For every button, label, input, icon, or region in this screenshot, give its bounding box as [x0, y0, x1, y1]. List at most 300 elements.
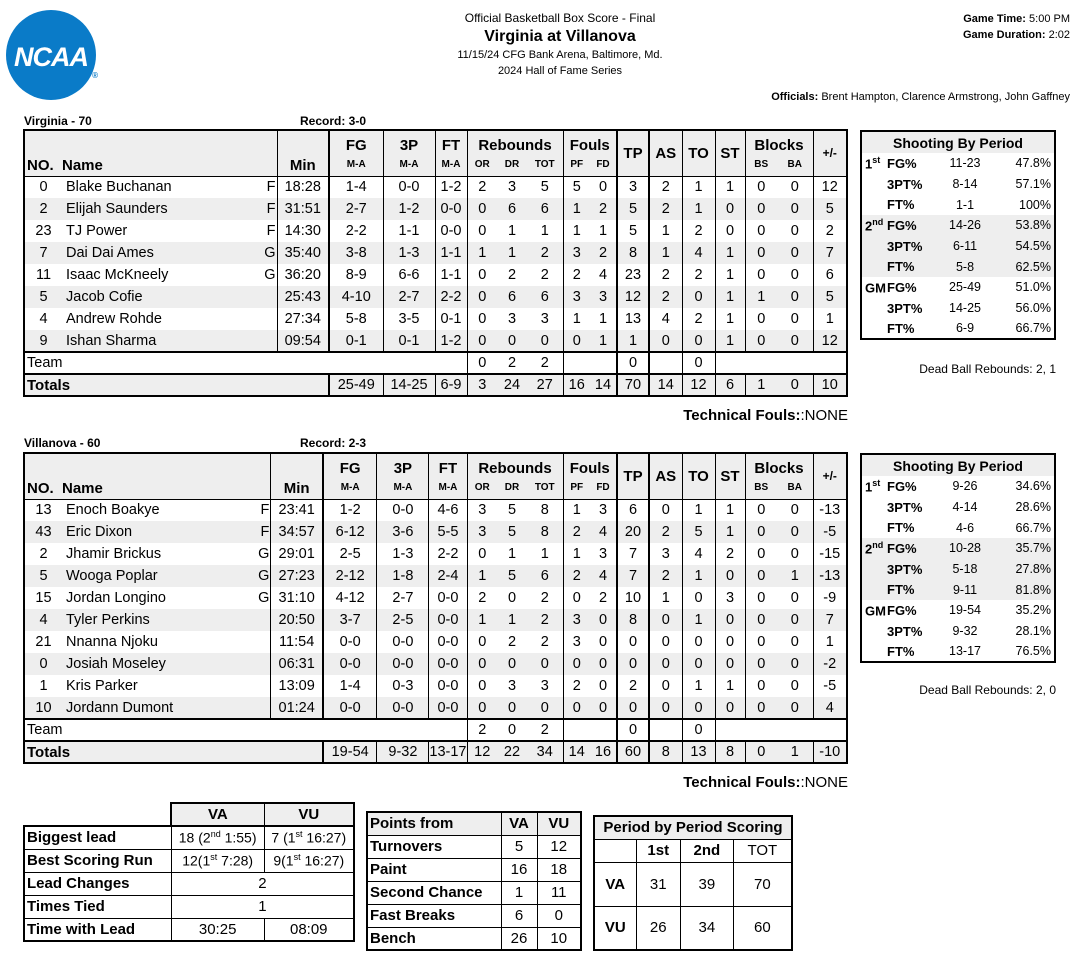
stat-fg: 4-10 — [329, 286, 383, 308]
stat-tp: 7 — [617, 565, 649, 587]
stat-fd: 4 — [598, 267, 608, 283]
player-name[interactable]: Wooga Poplar — [62, 565, 257, 587]
stat-tp: 0 — [617, 653, 649, 675]
stat-fd: 0 — [590, 697, 617, 719]
stat-bs: 0 — [745, 543, 777, 565]
lead-changes-row: Lead Changes 2 — [24, 872, 354, 895]
period-2nd: 34 — [680, 906, 733, 950]
points-vu: 0 — [537, 904, 581, 927]
shooting-stat: FG% — [887, 538, 935, 559]
player-name[interactable]: Dai Dai Ames — [62, 242, 263, 264]
dead-ball-rebounds: Dead Ball Rebounds: 2, 1 — [919, 362, 1056, 376]
doc-type: Official Basketball Box Score - Final — [464, 11, 656, 25]
player-number: 1 — [39, 678, 48, 694]
stat-or: 0 — [467, 675, 497, 697]
shooting-row — [861, 236, 1055, 257]
stat-tp: 23 — [617, 264, 649, 286]
stat-ft: 2-2 — [429, 543, 467, 565]
player-row — [24, 631, 847, 653]
stat-or: 0 — [467, 220, 497, 242]
player-min: 36:20 — [277, 264, 329, 286]
stat-ba: 0 — [777, 609, 813, 631]
stat-pm: 5 — [813, 198, 847, 220]
stat-st: 1 — [715, 286, 745, 308]
game-header — [360, 11, 760, 77]
stat-or: 0 — [467, 308, 497, 330]
col-blocks: Blocks — [745, 453, 813, 477]
player-min: 35:40 — [277, 242, 329, 264]
stat-to: 0 — [682, 697, 715, 719]
col-name: Name — [62, 130, 277, 176]
stat-ba: 0 — [777, 653, 813, 675]
col-min: Min — [277, 130, 329, 176]
stat-fd: 2 — [590, 198, 617, 220]
stat-tp3: 0-0 — [377, 499, 429, 521]
points-from-table — [366, 811, 582, 951]
player-position: F — [266, 223, 276, 239]
team-title: Villanova - 60 — [24, 436, 101, 450]
game-flow-table: VA VU Biggest lead 18 (2nd 1:55) 7 (1st 16:27) Best Scoring Run 12(1st 7:28) 9(1st 16:27) Lead Changes 2 Times Tied 1 Time with Lead 30:25 08:09 — [23, 802, 355, 942]
shooting-stat: FT% — [887, 643, 915, 659]
stat-st: 3 — [715, 587, 745, 609]
stat-pm: -13 — [813, 499, 847, 521]
player-name[interactable]: Eric Dixon — [62, 521, 257, 543]
shooting-pct: 81.8% — [995, 579, 1055, 600]
points-vu: 18 — [537, 858, 581, 881]
shooting-row — [861, 642, 1055, 663]
shooting-made-attempted: 13-17 — [949, 644, 981, 659]
points-from-title: Points from — [367, 812, 501, 835]
team-fouls-empty — [563, 352, 617, 374]
stat-tp3: 2-7 — [377, 587, 429, 609]
totals-row — [24, 374, 847, 396]
stat-ba: 0 — [790, 634, 799, 650]
venue: 11/15/24 CFG Bank Arena, Baltimore, Md. — [457, 49, 663, 61]
stat-bs: 0 — [745, 587, 777, 609]
stat-dr: 1 — [497, 609, 527, 631]
stat-st: 0 — [715, 653, 745, 675]
player-min: 31:10 — [271, 587, 323, 609]
player-name[interactable]: TJ Power — [66, 223, 128, 239]
stat-pf: 3 — [563, 286, 590, 308]
stat-tp: 6 — [617, 499, 649, 521]
stat-as: 0 — [649, 653, 682, 675]
stat-to: 2 — [682, 264, 715, 286]
stat-as: 2 — [649, 198, 682, 220]
period-label — [861, 621, 887, 642]
col-rebounds: Rebounds — [467, 130, 563, 154]
player-name[interactable]: Nnanna Njoku — [66, 634, 158, 650]
registered-mark-icon: ® — [92, 71, 97, 80]
stat-tot: 0 — [527, 330, 563, 352]
team-tot: 2 — [527, 352, 563, 374]
stat-ba: 0 — [777, 697, 813, 719]
player-min: 27:34 — [277, 308, 329, 330]
col-sub-tot: TOT — [527, 154, 563, 176]
col-blocks: Blocks — [745, 130, 813, 154]
stat-or: 0 — [467, 653, 497, 675]
team-tot: 2 — [527, 719, 563, 741]
player-number: 10 — [24, 697, 62, 719]
stat-as: 0 — [649, 499, 682, 521]
stat-dr: 3 — [507, 678, 517, 694]
stat-pm: -9 — [813, 587, 847, 609]
stat-as: 2 — [649, 521, 682, 543]
player-row — [24, 286, 847, 308]
player-number: 0 — [24, 653, 62, 675]
player-position: F — [257, 521, 271, 543]
stat-ft: 0-1 — [435, 308, 467, 330]
stat-fg: 6-12 — [323, 521, 377, 543]
stat-as: 2 — [649, 176, 682, 198]
ncaa-logo: NCAA ® — [6, 10, 96, 100]
total-fg: 19-54 — [323, 741, 377, 763]
stat-pm: -2 — [813, 653, 847, 675]
col-as: AS — [649, 453, 682, 499]
points-vu: 10 — [537, 927, 581, 950]
stat-ft: 4-6 — [429, 499, 467, 521]
team-row — [24, 352, 847, 374]
shooting-made-attempted: 19-54 — [949, 603, 981, 618]
stat-pf: 2 — [563, 521, 590, 543]
col-sub-ba: BA — [777, 154, 813, 176]
stat-or: 0 — [467, 198, 497, 220]
col-sub-ma: M-A — [383, 154, 435, 176]
stat-pf: 1 — [563, 543, 590, 565]
total-ft: 13-17 — [429, 741, 467, 763]
player-position — [263, 308, 277, 330]
stat-tot: 1 — [540, 546, 549, 562]
stat-dr: 5 — [497, 565, 527, 587]
stat-pf: 2 — [563, 264, 590, 286]
col-3p: 3P — [383, 130, 435, 154]
stat-to: 2 — [682, 220, 715, 242]
player-position — [263, 286, 277, 308]
period-label — [861, 298, 887, 319]
stat-as: 3 — [649, 543, 682, 565]
stat-as: 0 — [649, 675, 682, 697]
biggest-lead-row: Biggest lead 18 (2nd 1:55) 7 (1st 16:27) — [24, 826, 354, 849]
shooting-pct: 100% — [1019, 197, 1051, 212]
shooting-row — [861, 497, 1055, 518]
stat-tot: 8 — [540, 502, 549, 519]
player-row — [24, 198, 847, 220]
shooting-made-attempted: 25-49 — [949, 280, 981, 295]
player-row — [24, 697, 847, 719]
team-to: 0 — [682, 719, 715, 741]
total-ft: 6-9 — [435, 374, 467, 396]
stat-fd: 0 — [598, 678, 608, 694]
stat-ba: 0 — [790, 267, 799, 283]
stat-st: 1 — [715, 521, 745, 543]
player-name[interactable]: Isaac McKneely — [66, 267, 169, 283]
stat-ba: 0 — [790, 502, 799, 519]
period-label: 2nd — [861, 215, 887, 236]
period-label — [861, 497, 887, 518]
stat-as: 0 — [649, 330, 682, 352]
stat-or: 1 — [467, 565, 497, 587]
team-record: Record: 2-3 — [300, 436, 367, 450]
stat-fd: 1 — [598, 223, 608, 239]
player-min: 29:01 — [271, 543, 323, 565]
stat-st: 1 — [715, 308, 745, 330]
stat-ft: 0-0 — [435, 220, 467, 242]
stat-st: 2 — [715, 543, 745, 565]
shooting-stat: FT% — [887, 579, 935, 600]
shooting-stat: FG% — [887, 478, 917, 494]
stat-to: 0 — [682, 587, 715, 609]
stat-as: 2 — [649, 565, 682, 587]
stat-fg: 3-8 — [329, 242, 383, 264]
stat-tot: 2 — [527, 242, 563, 264]
stat-dr: 1 — [507, 223, 517, 239]
stat-pm: -15 — [813, 543, 847, 565]
team-tp: 0 — [617, 719, 649, 741]
stat-tot: 8 — [527, 521, 563, 543]
box-score-table-virginia — [23, 129, 848, 397]
stat-fd: 0 — [590, 653, 617, 675]
shooting-made-attempted: 9-11 — [935, 579, 995, 600]
player-position: F — [263, 198, 277, 220]
player-name[interactable]: Tyler Perkins — [62, 609, 257, 631]
player-name[interactable]: Blake Buchanan — [66, 179, 172, 196]
stat-st: 0 — [715, 198, 745, 220]
shooting-title: Shooting By Period — [861, 454, 1055, 476]
stat-ft: 1-2 — [435, 330, 467, 352]
col-sub-dr: DR — [497, 154, 527, 176]
col-sub-fd: FD — [590, 477, 617, 499]
player-number: 23 — [35, 223, 52, 239]
player-position — [263, 330, 277, 352]
shooting-pct: 57.1% — [1015, 177, 1051, 192]
shooting-row — [861, 517, 1055, 538]
player-row — [24, 220, 847, 242]
stat-pf: 3 — [563, 631, 590, 653]
shooting-stat: FG% — [887, 602, 917, 618]
stat-fg: 0-0 — [323, 697, 377, 719]
player-name[interactable]: Elijah Saunders — [62, 198, 263, 220]
stat-fd: 3 — [598, 546, 608, 562]
player-min: 14:30 — [277, 220, 329, 242]
stat-st: 1 — [715, 675, 745, 697]
points-va: 1 — [501, 881, 537, 904]
team-to: 0 — [682, 352, 715, 374]
stat-pm: 1 — [813, 308, 847, 330]
team-label: Team — [24, 352, 467, 374]
stat-tp: 1 — [617, 330, 649, 352]
stat-st: 0 — [715, 220, 745, 242]
total-as: 8 — [649, 741, 682, 763]
shooting-row — [861, 600, 1055, 621]
player-position: G — [263, 242, 277, 264]
stat-bs: 0 — [745, 697, 777, 719]
team-row — [24, 719, 847, 741]
player-number: 21 — [35, 634, 52, 650]
period-scoring-title-row — [594, 816, 792, 839]
period-label — [861, 517, 887, 538]
player-position: F — [266, 179, 276, 196]
stat-st: 1 — [715, 242, 745, 264]
player-min: 27:23 — [271, 565, 323, 587]
stat-bs: 0 — [745, 609, 777, 631]
shooting-pct: 28.1% — [1015, 624, 1051, 639]
shooting-pct: 35.2% — [1015, 603, 1051, 618]
stat-ft: 2-2 — [435, 286, 467, 308]
player-min: 23:41 — [271, 499, 323, 521]
shooting-row — [861, 298, 1055, 319]
stat-bs: 0 — [745, 264, 777, 286]
time-with-lead-row: Time with Lead 30:25 08:09 — [24, 918, 354, 941]
stat-fd: 4 — [590, 521, 617, 543]
stat-fd: 1 — [598, 311, 608, 327]
stat-fg: 2-7 — [329, 198, 383, 220]
stat-ba: 0 — [790, 590, 799, 606]
stat-bs: 0 — [745, 565, 777, 587]
player-row — [24, 330, 847, 352]
stat-pf: 0 — [563, 330, 590, 352]
stat-bs: 0 — [745, 631, 777, 653]
stat-ft: 0-0 — [435, 198, 467, 220]
player-min: 06:31 — [271, 653, 323, 675]
total-as: 14 — [649, 374, 682, 396]
shooting-made-attempted: 1-1 — [955, 197, 975, 212]
player-name[interactable]: Josiah Moseley — [62, 653, 257, 675]
stat-tot: 2 — [540, 267, 549, 283]
stat-or: 0 — [467, 543, 497, 565]
total-pm: -10 — [813, 741, 847, 763]
shooting-pct: 76.5% — [1015, 644, 1051, 659]
stat-to: 0 — [682, 330, 715, 352]
stat-or: 0 — [467, 286, 497, 308]
stat-fd: 3 — [590, 286, 617, 308]
total-pf: 14 — [563, 741, 590, 763]
col-ft: FT — [429, 453, 467, 477]
stat-or: 1 — [467, 242, 497, 264]
stat-bs: 0 — [745, 308, 777, 330]
col-sub-dr: DR — [497, 477, 527, 499]
total-dr: 24 — [497, 374, 527, 396]
col-sub-pf: PF — [563, 154, 590, 176]
stat-ba: 1 — [777, 565, 813, 587]
stat-fg: 2-5 — [323, 543, 377, 565]
total-or: 3 — [467, 374, 497, 396]
total-st: 8 — [715, 741, 745, 763]
total-dr: 22 — [497, 741, 527, 763]
col-sub-tot: TOT — [527, 477, 563, 499]
stat-fg: 2-2 — [329, 220, 383, 242]
stat-tot: 2 — [527, 609, 563, 631]
player-position — [257, 631, 271, 653]
period-label — [861, 579, 887, 600]
stat-pm: 5 — [813, 286, 847, 308]
stat-as: 0 — [649, 697, 682, 719]
stat-dr: 2 — [507, 634, 517, 650]
player-position — [257, 653, 271, 675]
totals-label: Totals — [24, 374, 329, 396]
period-label: 2nd — [861, 538, 887, 559]
shooting-pct: 28.6% — [1015, 500, 1051, 515]
player-position: G — [258, 590, 270, 606]
stat-ft: 0-0 — [429, 587, 467, 609]
shooting-pct: 34.6% — [1015, 479, 1051, 494]
stat-pm: 12 — [813, 176, 847, 198]
stat-tp3: 3-5 — [383, 308, 435, 330]
stat-tp: 13 — [617, 308, 649, 330]
stat-tp3: 1-8 — [377, 565, 429, 587]
shooting-pct: 56.0% — [1015, 301, 1051, 316]
stat-tp3: 0-0 — [383, 176, 435, 198]
player-name[interactable]: Jordann Dumont — [62, 697, 257, 719]
player-name[interactable]: Jordan Longino — [66, 590, 166, 606]
stat-bs: 0 — [745, 176, 777, 198]
stat-tp3: 0-0 — [377, 697, 429, 719]
player-row — [24, 242, 847, 264]
player-name[interactable]: Ishan Sharma — [62, 330, 263, 352]
col-sub-ma: M-A — [377, 477, 429, 499]
period-label: 1st — [865, 478, 881, 495]
player-row — [24, 176, 847, 198]
stat-bs: 1 — [745, 286, 777, 308]
stat-pf: 2 — [563, 565, 590, 587]
player-position — [257, 697, 271, 719]
shooting-pct: 35.7% — [995, 538, 1055, 559]
player-name[interactable]: Jhamir Brickus — [66, 546, 162, 562]
stat-fg: 8-9 — [329, 264, 383, 286]
stat-tp: 2 — [617, 675, 649, 697]
points-from-header — [367, 812, 581, 835]
total-tp3: 9-32 — [377, 741, 429, 763]
total-tp: 70 — [617, 374, 649, 396]
stat-tp3: 2-7 — [383, 286, 435, 308]
best-scoring-run-row: Best Scoring Run 12(1st 7:28) 9(1st 16:27) — [24, 849, 354, 872]
stat-dr: 2 — [507, 267, 517, 283]
stat-dr: 0 — [507, 590, 517, 606]
period-label — [861, 559, 887, 580]
team-label: Team — [24, 719, 467, 741]
player-row — [24, 543, 847, 565]
stat-ba: 0 — [790, 546, 799, 562]
stat-st: 0 — [715, 565, 745, 587]
total-to: 13 — [682, 741, 715, 763]
team-dr: 0 — [497, 719, 527, 741]
player-name[interactable]: Jacob Cofie — [62, 286, 263, 308]
stat-dr: 5 — [497, 521, 527, 543]
col-sub-or: OR — [467, 154, 497, 176]
stat-pf: 1 — [563, 308, 590, 330]
shooting-row — [861, 538, 1055, 559]
col-tp: TP — [617, 130, 649, 176]
player-name[interactable]: Andrew Rohde — [66, 311, 162, 327]
team-as-empty — [649, 719, 682, 741]
player-name[interactable]: Kris Parker — [66, 678, 138, 694]
col-3p: 3P — [377, 453, 429, 477]
box-score-table-villanova — [23, 452, 848, 764]
stat-pf: 2 — [563, 675, 590, 697]
period-1st: 26 — [636, 906, 680, 950]
shooting-pct: 47.8% — [1015, 156, 1051, 171]
points-from-row — [367, 881, 581, 904]
player-name[interactable]: Enoch Boakye — [66, 502, 160, 519]
col-st: ST — [715, 130, 745, 176]
stat-pm: 4 — [813, 697, 847, 719]
stat-or: 0 — [467, 697, 497, 719]
stat-fd: 0 — [598, 179, 608, 196]
shooting-row — [861, 319, 1055, 340]
stat-tot: 0 — [527, 697, 563, 719]
stat-dr: 6 — [497, 286, 527, 308]
shooting-stat: 3PT% — [887, 236, 935, 257]
points-va: 26 — [501, 927, 537, 950]
